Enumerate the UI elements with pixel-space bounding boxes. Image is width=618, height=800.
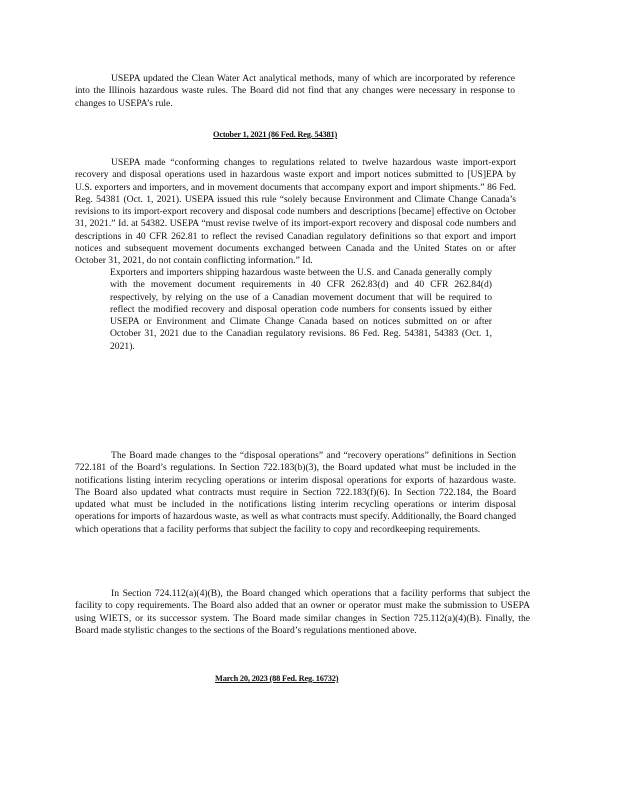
paragraph-section-724: In Section 724.112(a)(4)(B), the Board changed which operations that a facility performs that subject the facility to copy requirements. The Board also added that an owner or operator must make the submission to USEPA using WIETS, or its successor system. The Board made similar changes in Section 725.112(a)(4)(B). Finally, the Board made stylistic changes to the sections of the Board’s regulations mentioned above. bbox=[75, 588, 530, 636]
paragraph-conforming-changes: USEPA made “conforming changes to regulations related to twelve hazardous waste import-export recovery and disposal operations used in hazardous waste export and import notices submitted to [US]EPA by U.S. exporters and importers, and in movement documents that accompany export and import shipments.” 86 Fed. Reg. 54381 (Oct. 1, 2021). USEPA issued this rule “solely because Environment and Climate Change Canada’s revisions to its import-export recovery and disposal code numbers and descriptions [became] effective on October 31, 2021.” Id. at 54382. USEPA “must revise twelve of its import-export recovery and disposal code numbers and descriptions in 40 CFR 262.81 to reflect the revised Canadian regulatory definitions so that export and import notices and subsequent movement documents exchanged between Canada and the United States on or after October 31, 2021, do not contain conflicting information.” Id. bbox=[75, 157, 516, 267]
section-heading-march-2023: March 20, 2023 (88 Fed. Reg. 16732) bbox=[215, 674, 339, 683]
section-heading-october-2021: October 1, 2021 (86 Fed. Reg. 54381) bbox=[213, 130, 338, 139]
paragraph-board-definitions: The Board made changes to the “disposal operations” and “recovery operations” definitions in Section 722.181 of the Board’s regulations. In Section 722.183(b)(3), the Board updated what must be included in the notifications listing interim recycling operations or interim disposal operations for exports of hazardous waste. The Board also updated what contracts must require in Section 722.183(f)(6). In Section 722.184, the Board updated what must be included in the notifications listing interim recycling operations or interim disposal operations for imports of hazardous waste, as well as what contracts must specify. Additionally, the Board changed which operations that a facility performs that subject the facility to copy and recordkeeping requirements. bbox=[75, 450, 516, 535]
block-quote-exporters-importers: Exporters and importers shipping hazardous waste between the U.S. and Canada generally comply with the movement document requirements in 40 CFR 262.83(d) and 40 CFR 262.84(d) respectively, by relying on the use of a Canadian movement document that will be required to reflect the modified recovery and disposal operation code numbers for consents issued by either USEPA or Environment and Climate Change Canada based on notices submitted on or after October 31, 2021 due to the Canadian regulatory revisions. 86 Fed. Reg. 54381, 54383 (Oct. 1, 2021). bbox=[110, 267, 492, 352]
paragraph-clean-water-act: USEPA updated the Clean Water Act analytical methods, many of which are incorporated by reference into the Illinois hazardous waste rules. The Board did not find that any changes were necessary in response to changes to USEPA’s rule. bbox=[75, 73, 515, 109]
